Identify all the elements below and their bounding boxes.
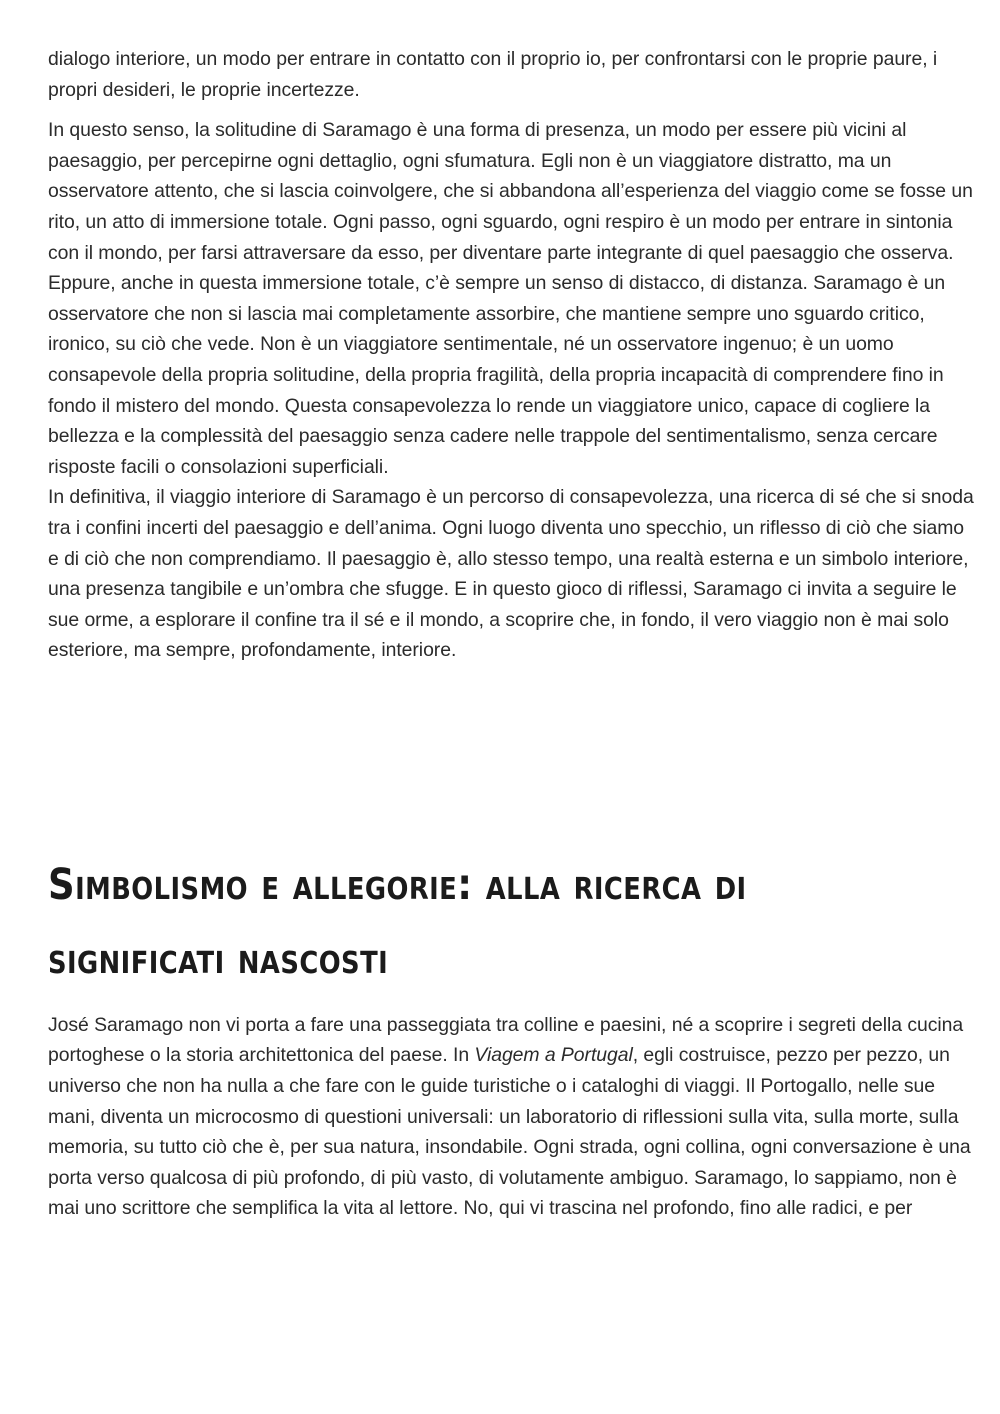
intro-text-after-title: , egli costruisce, pezzo per pezzo, un universo che non ha nulla a che fare con le guide turistiche o i cataloghi di viaggi. Il Portogallo, nelle sue mani, diventa un microcosmo di questioni universali: un laboratorio di riflessioni sulla vita, sulla morte, sulla memoria, su tutto ciò che è, per sua natura, insondabile. Ogni strada, ogni collina, ogni conversazione è una porta verso qualcosa di più profondo, di più vasto, di volutamente ambiguo. Saramago, lo sappiamo, non è mai uno scrittore che semplifica la vita al lettore. No, qui vi trascina nel profondo, fino alle radici, e per: [48, 1044, 971, 1220]
paragraph-3: Eppure, anche in questa immersione totale, c’è sempre un senso di distacco, di distanza. Saramago è un osservatore che non si lascia mai completamente assorbire, che mantiene sempre uno sguardo critico, ironico, su ciò che vede. Non è un viaggiatore sentimentale, né un osservatore ingenuo; è un uomo consapevole della propria solitudine, della propria fragilità, della propria incapacità di comprendere fino in fondo il mistero del mondo. Questa consapevolezza lo rende un viaggiatore unico, capace di cogliere la bellezza e la complessità del paesaggio senza cadere nelle trappole del sentimentalismo, senza cercare risposte facili o consolazioni superficiali.: [48, 272, 946, 478]
section-heading-line-2: significati nascosti: [48, 933, 389, 984]
paragraph-2: In questo senso, la solitudine di Saramago è una forma di presenza, un modo per essere più vicini al paesaggio, per percepirne ogni dettaglio, ogni sfumatura. Egli non è un viaggiatore distratto, ma un osservatore attento, che si lascia coinvolgere, che si abbandona all’esperienza del viaggio come se fosse un rito, un atto di immersione totale. Ogni passo, ogni sguardo, ogni respiro è un modo per entrare in sintonia con il mondo, per farsi attraversare da esso, per diventare parte integrante di quel paesaggio che osserva.: [48, 119, 973, 264]
document-page: [48, 44, 974, 1224]
paragraph-1: dialogo interiore, un modo per entrare in contatto con il proprio io, per confrontarsi con le proprie paure, i propri desideri, le proprie incertezze.: [48, 48, 938, 101]
book-title: Viagem a Portugal: [474, 1044, 633, 1067]
intro-text-before-title: José Saramago non vi porta a fare una passeggiata tra colline e paesini, né a scoprire i segreti della cucina portoghese o la storia architettonica del paese. In: [48, 1013, 964, 1067]
section-heading: [48, 848, 977, 996]
section-spacer: [48, 666, 974, 848]
section-intro-paragraph: [48, 1010, 974, 1224]
section-heading-line-1: Simbolismo e allegorie: alla ricerca di: [48, 859, 747, 910]
paragraph-4: In definitiva, il viaggio interiore di Saramago è un percorso di consapevolezza, una ricerca di sé che si snoda tra i confini incerti del paesaggio e dell’anima. Ogni luogo diventa uno specchio, un riflesso di ciò che siamo e di ciò che non comprendiamo. Il paesaggio è, allo stesso tempo, una realtà esterna e un simbolo interiore, una presenza tangibile e un’ombra che sfugge. E in questo gioco di riflessi, Saramago ci invita a seguire le sue orme, a esplorare il confine tra il sé e il mondo, a scoprire che, in fondo, il vero viaggio non è mai solo esteriore, ma sempre, profondamente, interiore.: [48, 486, 974, 662]
